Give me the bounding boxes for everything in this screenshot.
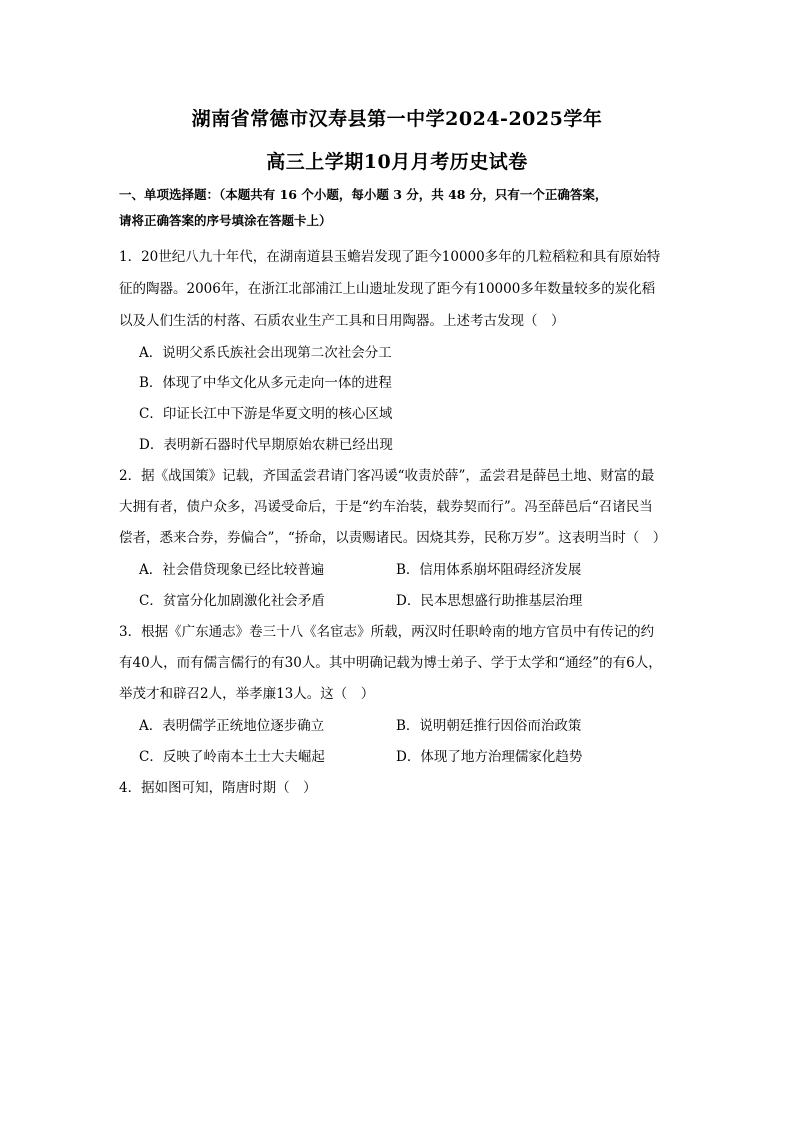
q2-stem-line1: 2．据《战国策》记载，齐国孟尝君请门客冯谖“收责於薛”，孟尝君是薛邑土地、财富的最 bbox=[119, 468, 655, 484]
q1-option-a[interactable]: A．说明父系氏族社会出现第二次社会分工 bbox=[139, 345, 392, 361]
q3-option-c[interactable]: C．反映了岭南本土士大夫崛起 bbox=[139, 749, 325, 765]
q1-option-b[interactable]: B．体现了中华文化从多元走向一体的进程 bbox=[139, 375, 392, 391]
q2-option-c[interactable]: C．贫富分化加剧激化社会矛盾 bbox=[139, 593, 325, 609]
q1-option-d[interactable]: D．表明新石器时代早期原始农耕已经出现 bbox=[139, 437, 393, 453]
q2-stem-line2: 大拥有者，债户众多，冯谖受命后，于是“约车治装，载券契而行”。冯至薛邑后“召诸民当 bbox=[119, 499, 653, 515]
q3-stem-line3: 举茂才和辟召2人，举孝廉13人。这（ ） bbox=[119, 686, 375, 702]
q2-option-b[interactable]: B．信用体系崩坏阻碍经济发展 bbox=[396, 562, 582, 578]
q1-stem-line1: 1．20世纪八九十年代，在湖南道县玉蟾岩发现了距今10000多年的几粒稻粒和具有原始特 bbox=[119, 249, 661, 265]
q1-stem-line2: 征的陶器。2006年，在浙江北部浦江上山遗址发现了距今有10000多年数量较多的炭化稻 bbox=[119, 281, 656, 297]
q1-stem-line3: 以及人们生活的村落、石质农业生产工具和日用陶器。上述考古发现（ ） bbox=[119, 313, 565, 329]
section-heading bbox=[119, 182, 679, 234]
section-heading-line1: 一、单项选择题：（本题共有 16 个小题，每小题 3 分，共 48 分，只有一个正确答案， bbox=[119, 187, 608, 202]
q3-option-a[interactable]: A．表明儒学正统地位逐步确立 bbox=[139, 718, 325, 734]
exam-title-line1: 湖南省常德市汉寿县第一中学2024-2025学年 bbox=[191, 108, 603, 130]
q2-option-d[interactable]: D．民本思想盛行助推基层治理 bbox=[396, 593, 583, 609]
exam-title-line2: 高三上学期10月月考历史试卷 bbox=[266, 151, 528, 173]
q3-option-d[interactable]: D．体现了地方治理儒家化趋势 bbox=[396, 749, 583, 765]
q1-option-c[interactable]: C．印证长江中下游是华夏文明的核心区域 bbox=[139, 406, 393, 422]
q3-option-b[interactable]: B．说明朝廷推行因俗而治政策 bbox=[396, 718, 582, 734]
q4-stem-line1: 4．据如图可知，隋唐时期（ ） bbox=[119, 780, 317, 796]
q3-stem-line2: 有40人，而有儒言儒行的有30人。其中明确记载为博士弟子、学于太学和“通经”的有6人， bbox=[119, 655, 662, 671]
q2-option-a[interactable]: A．社会借贷现象已经比较普遍 bbox=[139, 562, 325, 578]
q2-stem-line3: 偿者，悉来合券，券偏合”，“挢命，以责赐诸民。因烧其券，民称万岁”。这表明当时（ ） bbox=[119, 530, 667, 546]
q3-stem-line1: 3．根据《广东通志》卷三十八《名宦志》所载，两汉时任职岭南的地方官员中有传记的约 bbox=[119, 624, 655, 640]
section-heading-line2: 请将正确答案的序号填涂在答题卡上） bbox=[119, 213, 332, 228]
